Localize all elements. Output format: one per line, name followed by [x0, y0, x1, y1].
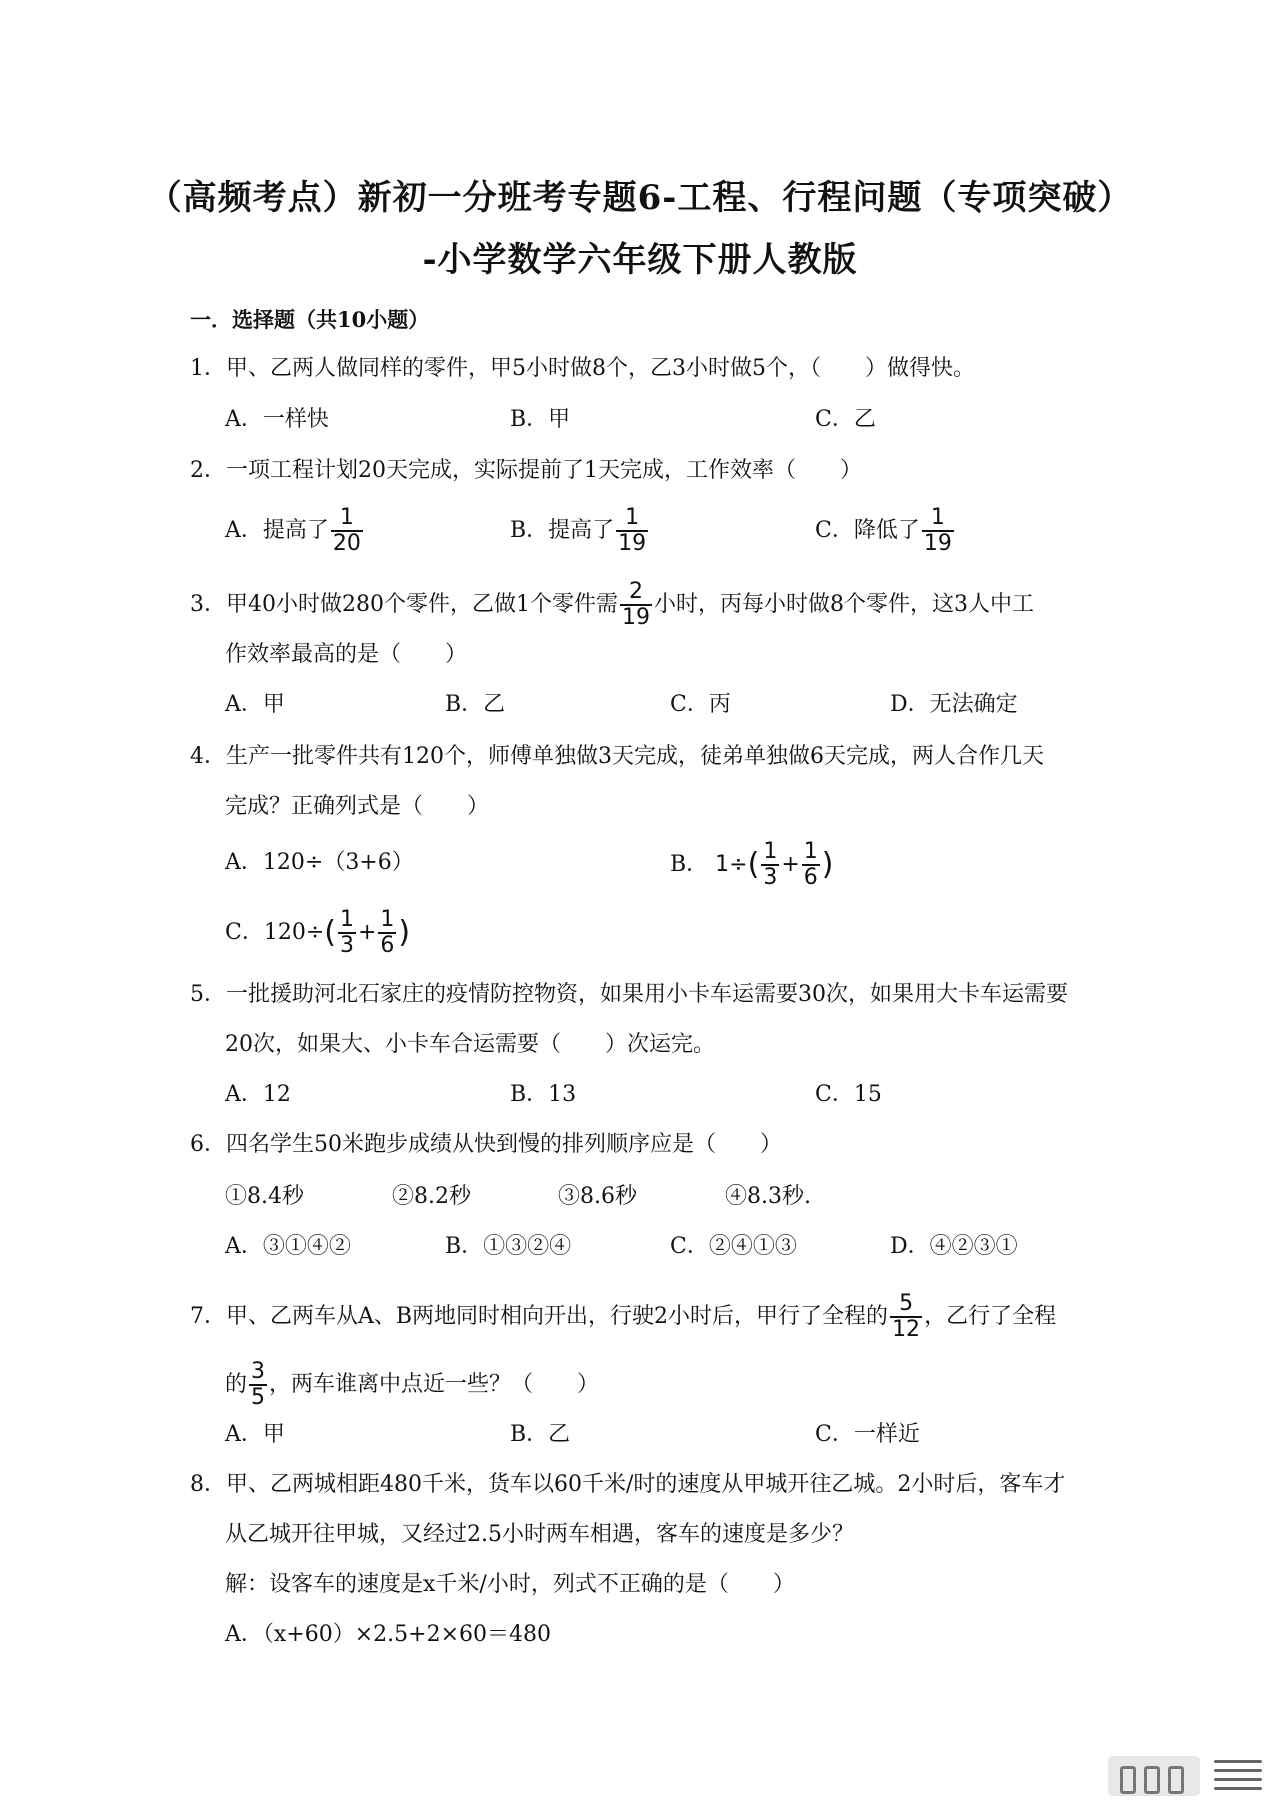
question-6-stem: 6．四名学生50米跑步成绩从快到慢的排列顺序应是（ ） — [190, 1132, 782, 1157]
fraction — [761, 840, 779, 890]
fraction — [802, 840, 820, 890]
fraction — [249, 1360, 267, 1410]
stem-part: ，乙行了全程 — [924, 1304, 1057, 1329]
question-4-option-b[interactable] — [670, 840, 833, 890]
question-6-option-b[interactable]: B．①③②④ — [445, 1234, 572, 1259]
denominator: 5 — [251, 1385, 266, 1410]
question-6-result-4: ④8.3秒. — [725, 1184, 811, 1209]
plus-sign: + — [781, 852, 800, 877]
right-paren: ) — [398, 915, 411, 950]
question-1-option-c[interactable]: C．乙 — [815, 407, 876, 432]
question-7-option-b[interactable]: B．乙 — [510, 1422, 571, 1447]
question-3-option-d[interactable]: D．无法确定 — [890, 692, 1018, 717]
option-a-prefix: A．提高了 — [225, 518, 329, 543]
fraction — [331, 506, 363, 556]
question-1-option-a[interactable]: A．一样快 — [225, 407, 329, 432]
option-b-prefix: B．提高了 — [510, 518, 615, 543]
question-6-option-d[interactable]: D．④②③① — [890, 1234, 1018, 1259]
denominator: 19 — [621, 605, 650, 630]
stem-part: ，两车谁离中点近一些？（ ） — [269, 1372, 600, 1397]
denominator: 12 — [892, 1317, 921, 1342]
question-3-option-c[interactable]: C．丙 — [670, 692, 731, 717]
page-view-toggle-icon[interactable] — [1108, 1756, 1200, 1796]
question-8-stem-line2: 从乙城开往甲城，又经过2.5小时两车相遇，客车的速度是多少？ — [225, 1522, 854, 1547]
numerator: 1 — [803, 839, 818, 864]
menu-lines-icon[interactable] — [1214, 1754, 1262, 1794]
option-c-label: C．120÷ — [225, 920, 325, 945]
question-5-stem-line2: 20次，如果大、小卡车合运需要（ ）次运完。 — [225, 1032, 715, 1057]
numerator: 3 — [251, 1359, 266, 1384]
question-4-option-a[interactable]: A．120÷（3+6） — [225, 850, 414, 875]
numerator: 2 — [628, 579, 643, 604]
question-4-stem-line2: 完成？正确列式是（ ） — [225, 794, 490, 819]
question-5-option-a[interactable]: A．12 — [225, 1082, 291, 1107]
numerator: 1 — [339, 505, 354, 530]
question-2-stem: 2．一项工程计划20天完成，实际提前了1天完成，工作效率（ ） — [190, 458, 862, 483]
question-8-option-a[interactable]: A．（x+60）×2.5+2×60＝480 — [225, 1622, 551, 1647]
question-7-option-c[interactable]: C．一样近 — [815, 1422, 920, 1447]
denominator: 6 — [380, 933, 395, 958]
question-6-result-1: ①8.4秒 — [225, 1184, 304, 1209]
denominator: 6 — [803, 865, 818, 890]
option-b-label: B． — [670, 852, 709, 877]
question-1-stem: 1．甲、乙两人做同样的零件，甲5小时做8个，乙3小时做5个，（ ）做得快。 — [190, 356, 975, 381]
left-paren: ( — [747, 847, 760, 882]
numerator: 1 — [763, 839, 778, 864]
question-6-result-3: ③8.6秒 — [558, 1184, 637, 1209]
question-8-stem: 8．甲、乙两城相距480千米，货车以60千米/时的速度从甲城开往乙城。2小时后，客车才 — [190, 1472, 1066, 1497]
question-4-stem: 4．生产一批零件共有120个，师傅单独做3天完成，徒弟单独做6天完成，两人合作几天 — [190, 744, 1044, 769]
fraction — [338, 908, 356, 958]
page-title-line2: -小学数学六年级下册人教版 — [422, 240, 858, 280]
left-paren: ( — [324, 915, 336, 950]
expression-lead: 1÷ — [715, 852, 748, 877]
question-5-option-c[interactable]: C．15 — [815, 1082, 882, 1107]
denominator: 19 — [618, 531, 647, 556]
denominator: 3 — [763, 865, 778, 890]
denominator: 20 — [332, 531, 361, 556]
question-5-stem: 5．一批援助河北石家庄的疫情防控物资，如果用小卡车运需要30次，如果用大卡车运需要 — [190, 982, 1068, 1007]
question-2-option-b[interactable] — [510, 506, 650, 556]
denominator: 3 — [339, 933, 354, 958]
question-6-result-2: ②8.2秒 — [392, 1184, 471, 1209]
question-8-stem-line3: 解：设客车的速度是x千米/小时，列式不正确的是（ ） — [225, 1572, 795, 1597]
fraction — [890, 1292, 922, 1342]
page-title-line1: （高频考点）新初一分班考专题6-工程、行程问题（专项突破） — [147, 178, 1133, 218]
question-2-option-c[interactable] — [815, 506, 956, 556]
numerator: 1 — [625, 505, 640, 530]
question-7-stem-line2 — [225, 1360, 599, 1410]
question-6-option-c[interactable]: C．②④①③ — [670, 1234, 797, 1259]
question-7-stem — [190, 1292, 1056, 1342]
question-4-option-c[interactable] — [225, 908, 410, 958]
stem-part: 3．甲40小时做280个零件，乙做1个零件需 — [190, 592, 618, 617]
question-7-option-a[interactable]: A．甲 — [225, 1422, 285, 1447]
right-paren: ) — [821, 847, 834, 882]
question-2-option-a[interactable] — [225, 506, 365, 556]
numerator: 1 — [930, 505, 945, 530]
stem-part: 小时，丙每小时做8个零件，这3人中工 — [653, 592, 1034, 617]
numerator: 1 — [380, 907, 395, 932]
stem-part: 7．甲、乙两车从A、B两地同时相向开出，行驶2小时后，甲行了全程的 — [190, 1304, 889, 1329]
question-6-option-a[interactable]: A．③①④② — [225, 1234, 351, 1259]
plus-sign: + — [357, 920, 377, 945]
option-c-prefix: C．降低了 — [815, 518, 920, 543]
question-3-stem — [190, 580, 1034, 630]
fraction — [378, 908, 396, 958]
section-heading: 一．选择题（共10小题） — [190, 307, 430, 332]
fraction — [620, 580, 652, 630]
question-1-option-b[interactable]: B．甲 — [510, 407, 571, 432]
denominator: 19 — [923, 531, 952, 556]
question-5-option-b[interactable]: B．13 — [510, 1082, 577, 1107]
numerator: 5 — [899, 1291, 914, 1316]
fraction — [616, 506, 648, 556]
question-3-option-a[interactable]: A．甲 — [225, 692, 285, 717]
numerator: 1 — [339, 907, 354, 932]
fraction — [922, 506, 954, 556]
question-3-stem-line2: 作效率最高的是（ ） — [225, 642, 468, 667]
question-3-option-b[interactable]: B．乙 — [445, 692, 506, 717]
stem-part: 的 — [225, 1372, 248, 1397]
